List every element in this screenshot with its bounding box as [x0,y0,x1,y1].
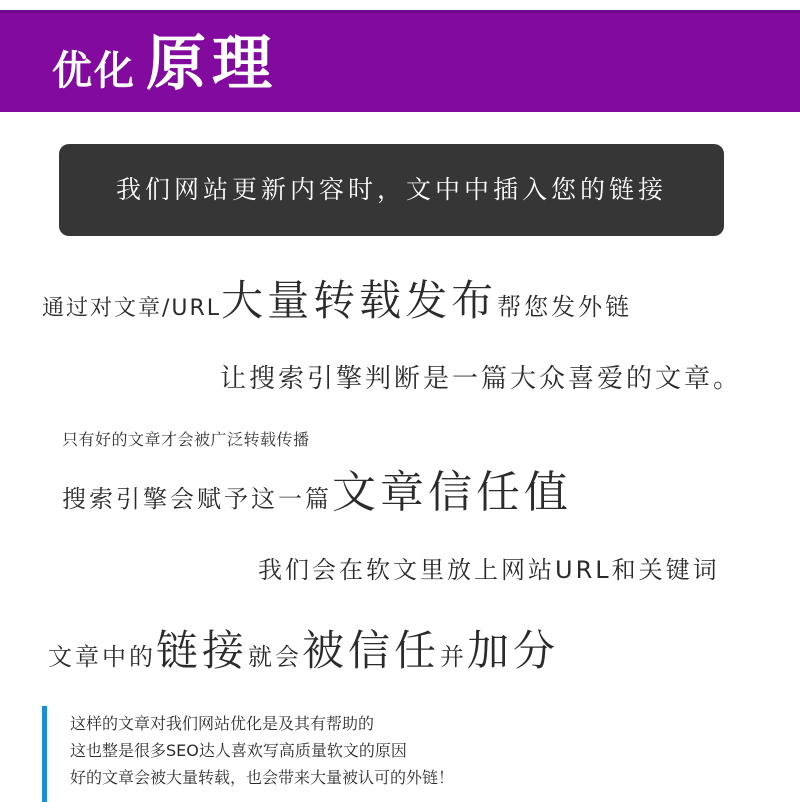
line-repost [42,268,632,328]
quote-line: 这样的文章对我们网站优化是及其有帮助的 [70,714,375,733]
line-link-trusted-c: 就会 [248,643,303,671]
line-repost-prefix: 通过对文章/URL [42,296,222,321]
quote-line: 好的文章会被大量转载，也会带来大量被认可的外链！ [70,768,455,787]
line-link-trusted-f: 加分 [467,626,560,675]
quote-block [70,710,454,791]
page-title-small: 优化 [52,48,136,94]
header-banner [0,13,800,112]
page-title [52,29,278,99]
line-keywords-text: 我们会在软文里放上网站URL和关键词 [258,556,720,584]
line-search-judge [220,358,742,395]
page-title-big: 原理 [146,29,278,99]
line-trust-value-prefix: 搜索引擎会赋予这一篇 [62,485,332,513]
line-link-trusted-e: 并 [440,643,468,671]
line-search-judge-text: 让搜索引擎判断是一篇大众喜爱的文章。 [220,364,743,394]
line-link-trusted-d: 被信任 [302,626,441,675]
line-trust-value-emphasis: 文章信任值 [332,467,572,518]
line-link-trusted [48,618,559,678]
line-trust-value [62,456,572,520]
line-repost-emphasis: 大量转载发布 [221,276,498,325]
line-link-trusted-a: 文章中的 [48,643,156,671]
line-keywords [258,550,720,585]
quote-bar [42,706,47,802]
line-link-trusted-b: 链接 [156,626,249,675]
line-repost-suffix: 帮您发外链 [497,293,633,321]
small-note: 只有好的文章才会被广泛转载传播 [62,430,310,449]
quote-line: 这也整是很多SEO达人喜欢写高质量软文的原因 [70,741,407,760]
highlight-box [59,144,724,236]
highlight-box-text: 我们网站更新内容时，文中中插入您的链接 [115,175,667,204]
